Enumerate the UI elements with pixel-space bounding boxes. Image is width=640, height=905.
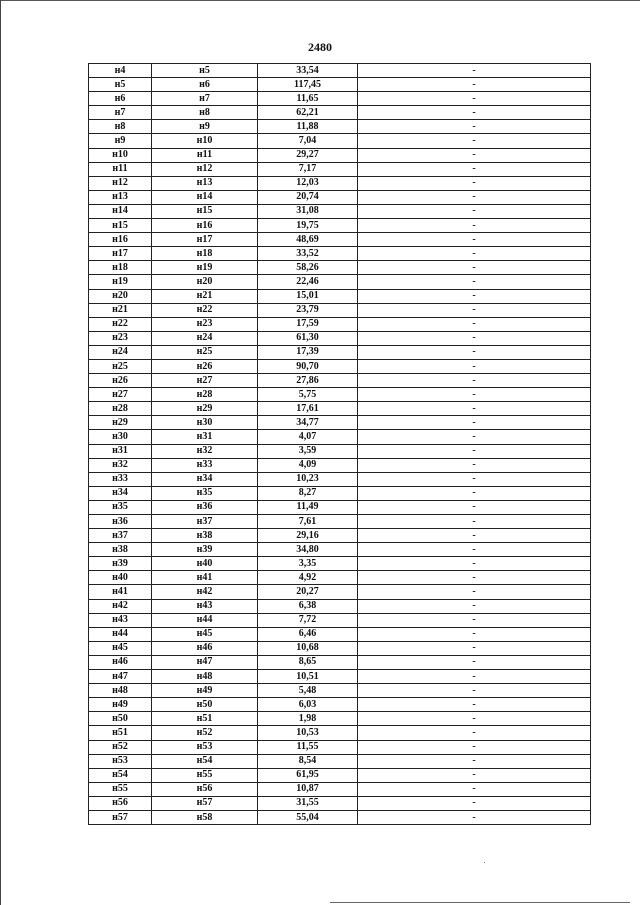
note-cell: -	[358, 698, 591, 712]
from-point-cell: н41	[89, 585, 152, 599]
to-point-cell: н40	[152, 557, 258, 571]
distance-cell: 20,74	[258, 190, 358, 204]
table-row	[89, 796, 591, 810]
table-row	[89, 78, 591, 92]
distance-cell: 6,46	[258, 627, 358, 641]
table-row	[89, 670, 591, 684]
to-point-cell: н29	[152, 402, 258, 416]
note-cell: -	[358, 416, 591, 430]
table-row	[89, 458, 591, 472]
from-point-cell: н26	[89, 374, 152, 388]
distance-cell: 10,68	[258, 641, 358, 655]
table-body	[89, 64, 591, 825]
note-cell: -	[358, 486, 591, 500]
to-point-cell: н36	[152, 500, 258, 514]
from-point-cell: н46	[89, 655, 152, 669]
from-point-cell: н29	[89, 416, 152, 430]
from-point-cell: н6	[89, 92, 152, 106]
coordinates-table	[88, 63, 591, 825]
distance-cell: 10,87	[258, 782, 358, 796]
from-point-cell: н31	[89, 444, 152, 458]
distance-cell: 117,45	[258, 78, 358, 92]
from-point-cell: н7	[89, 106, 152, 120]
from-point-cell: н8	[89, 120, 152, 134]
from-point-cell: н25	[89, 359, 152, 373]
from-point-cell: н32	[89, 458, 152, 472]
table-row	[89, 388, 591, 402]
table-row	[89, 585, 591, 599]
to-point-cell: н54	[152, 754, 258, 768]
note-cell: -	[358, 472, 591, 486]
distance-cell: 11,65	[258, 92, 358, 106]
distance-cell: 34,77	[258, 416, 358, 430]
from-point-cell: н38	[89, 543, 152, 557]
table-row	[89, 529, 591, 543]
note-cell: -	[358, 148, 591, 162]
from-point-cell: н48	[89, 684, 152, 698]
distance-cell: 10,51	[258, 670, 358, 684]
to-point-cell: н11	[152, 148, 258, 162]
note-cell: -	[358, 782, 591, 796]
note-cell: -	[358, 796, 591, 810]
from-point-cell: н4	[89, 64, 152, 78]
from-point-cell: н53	[89, 754, 152, 768]
distance-cell: 1,98	[258, 712, 358, 726]
from-point-cell: н27	[89, 388, 152, 402]
to-point-cell: н6	[152, 78, 258, 92]
table-row	[89, 430, 591, 444]
distance-cell: 90,70	[258, 359, 358, 373]
to-point-cell: н5	[152, 64, 258, 78]
distance-cell: 7,61	[258, 515, 358, 529]
to-point-cell: н39	[152, 543, 258, 557]
distance-cell: 15,01	[258, 289, 358, 303]
distance-cell: 10,53	[258, 726, 358, 740]
table-row	[89, 190, 591, 204]
from-point-cell: н16	[89, 233, 152, 247]
note-cell: -	[358, 78, 591, 92]
note-cell: -	[358, 500, 591, 514]
distance-cell: 4,07	[258, 430, 358, 444]
distance-cell: 48,69	[258, 233, 358, 247]
table-row	[89, 754, 591, 768]
distance-cell: 5,75	[258, 388, 358, 402]
table-row	[89, 655, 591, 669]
table-row	[89, 515, 591, 529]
table-row	[89, 345, 591, 359]
note-cell: -	[358, 317, 591, 331]
table-row	[89, 64, 591, 78]
to-point-cell: н10	[152, 134, 258, 148]
to-point-cell: н7	[152, 92, 258, 106]
to-point-cell: н49	[152, 684, 258, 698]
note-cell: -	[358, 655, 591, 669]
from-point-cell: н35	[89, 500, 152, 514]
from-point-cell: н57	[89, 810, 152, 824]
from-point-cell: н47	[89, 670, 152, 684]
table-row	[89, 768, 591, 782]
table-row	[89, 698, 591, 712]
table-row	[89, 162, 591, 176]
note-cell: -	[358, 670, 591, 684]
distance-cell: 29,27	[258, 148, 358, 162]
note-cell: -	[358, 726, 591, 740]
distance-cell: 33,54	[258, 64, 358, 78]
to-point-cell: н8	[152, 106, 258, 120]
from-point-cell: н21	[89, 303, 152, 317]
table-row	[89, 402, 591, 416]
distance-cell: 27,86	[258, 374, 358, 388]
table-row	[89, 472, 591, 486]
distance-cell: 31,55	[258, 796, 358, 810]
distance-cell: 55,04	[258, 810, 358, 824]
from-point-cell: н14	[89, 204, 152, 218]
from-point-cell: н33	[89, 472, 152, 486]
table-row	[89, 557, 591, 571]
note-cell: -	[358, 388, 591, 402]
table-row	[89, 444, 591, 458]
to-point-cell: н57	[152, 796, 258, 810]
to-point-cell: н37	[152, 515, 258, 529]
from-point-cell: н40	[89, 571, 152, 585]
to-point-cell: н58	[152, 810, 258, 824]
note-cell: -	[358, 599, 591, 613]
table-row	[89, 359, 591, 373]
table-row	[89, 219, 591, 233]
distance-cell: 29,16	[258, 529, 358, 543]
note-cell: -	[358, 529, 591, 543]
scan-speck	[484, 862, 485, 863]
distance-cell: 61,30	[258, 331, 358, 345]
note-cell: -	[358, 106, 591, 120]
distance-cell: 3,35	[258, 557, 358, 571]
to-point-cell: н19	[152, 261, 258, 275]
note-cell: -	[358, 684, 591, 698]
distance-cell: 33,52	[258, 247, 358, 261]
distance-cell: 11,88	[258, 120, 358, 134]
distance-cell: 6,38	[258, 599, 358, 613]
table-row	[89, 317, 591, 331]
table-row	[89, 92, 591, 106]
note-cell: -	[358, 557, 591, 571]
note-cell: -	[358, 289, 591, 303]
note-cell: -	[358, 233, 591, 247]
table-row	[89, 500, 591, 514]
to-point-cell: н43	[152, 599, 258, 613]
table-row	[89, 416, 591, 430]
distance-cell: 7,04	[258, 134, 358, 148]
table-row	[89, 684, 591, 698]
distance-cell: 8,54	[258, 754, 358, 768]
to-point-cell: н52	[152, 726, 258, 740]
from-point-cell: н19	[89, 275, 152, 289]
distance-cell: 23,79	[258, 303, 358, 317]
to-point-cell: н33	[152, 458, 258, 472]
note-cell: -	[358, 430, 591, 444]
note-cell: -	[358, 345, 591, 359]
note-cell: -	[358, 92, 591, 106]
distance-cell: 4,92	[258, 571, 358, 585]
from-point-cell: н28	[89, 402, 152, 416]
note-cell: -	[358, 204, 591, 218]
table-row	[89, 810, 591, 824]
distance-cell: 20,27	[258, 585, 358, 599]
table-row	[89, 331, 591, 345]
to-point-cell: н35	[152, 486, 258, 500]
table-row	[89, 148, 591, 162]
to-point-cell: н22	[152, 303, 258, 317]
from-point-cell: н24	[89, 345, 152, 359]
from-point-cell: н20	[89, 289, 152, 303]
note-cell: -	[358, 810, 591, 824]
to-point-cell: н27	[152, 374, 258, 388]
table-row	[89, 134, 591, 148]
to-point-cell: н9	[152, 120, 258, 134]
table-row	[89, 740, 591, 754]
from-point-cell: н17	[89, 247, 152, 261]
distance-cell: 17,61	[258, 402, 358, 416]
table-row	[89, 247, 591, 261]
distance-cell: 31,08	[258, 204, 358, 218]
from-point-cell: н54	[89, 768, 152, 782]
table-row	[89, 303, 591, 317]
from-point-cell: н12	[89, 176, 152, 190]
from-point-cell: н10	[89, 148, 152, 162]
note-cell: -	[358, 120, 591, 134]
table-row	[89, 486, 591, 500]
distance-cell: 10,23	[258, 472, 358, 486]
distance-cell: 17,39	[258, 345, 358, 359]
distance-cell: 61,95	[258, 768, 358, 782]
from-point-cell: н30	[89, 430, 152, 444]
table-row	[89, 233, 591, 247]
table-row	[89, 627, 591, 641]
from-point-cell: н49	[89, 698, 152, 712]
to-point-cell: н25	[152, 345, 258, 359]
note-cell: -	[358, 613, 591, 627]
from-point-cell: н52	[89, 740, 152, 754]
to-point-cell: н32	[152, 444, 258, 458]
note-cell: -	[358, 64, 591, 78]
table-row	[89, 641, 591, 655]
note-cell: -	[358, 134, 591, 148]
distance-cell: 34,80	[258, 543, 358, 557]
from-point-cell: н13	[89, 190, 152, 204]
to-point-cell: н30	[152, 416, 258, 430]
to-point-cell: н44	[152, 613, 258, 627]
scan-edge-left	[0, 0, 1, 905]
distance-cell: 11,49	[258, 500, 358, 514]
distance-cell: 62,21	[258, 106, 358, 120]
scan-edge-top	[0, 0, 640, 1]
to-point-cell: н38	[152, 529, 258, 543]
note-cell: -	[358, 543, 591, 557]
distance-cell: 17,59	[258, 317, 358, 331]
distance-cell: 58,26	[258, 261, 358, 275]
note-cell: -	[358, 585, 591, 599]
note-cell: -	[358, 247, 591, 261]
to-point-cell: н28	[152, 388, 258, 402]
scan-edge-bottom	[330, 902, 630, 903]
to-point-cell: н56	[152, 782, 258, 796]
to-point-cell: н13	[152, 176, 258, 190]
note-cell: -	[358, 768, 591, 782]
distance-cell: 19,75	[258, 219, 358, 233]
from-point-cell: н37	[89, 529, 152, 543]
note-cell: -	[358, 458, 591, 472]
table-row	[89, 120, 591, 134]
table-row	[89, 106, 591, 120]
from-point-cell: н42	[89, 599, 152, 613]
note-cell: -	[358, 515, 591, 529]
note-cell: -	[358, 219, 591, 233]
to-point-cell: н18	[152, 247, 258, 261]
to-point-cell: н17	[152, 233, 258, 247]
table-row	[89, 543, 591, 557]
from-point-cell: н39	[89, 557, 152, 571]
table-row	[89, 176, 591, 190]
distance-cell: 8,27	[258, 486, 358, 500]
to-point-cell: н46	[152, 641, 258, 655]
table-row	[89, 782, 591, 796]
to-point-cell: н31	[152, 430, 258, 444]
from-point-cell: н51	[89, 726, 152, 740]
note-cell: -	[358, 571, 591, 585]
from-point-cell: н36	[89, 515, 152, 529]
page-number: 2480	[308, 40, 332, 54]
distance-cell: 3,59	[258, 444, 358, 458]
note-cell: -	[358, 754, 591, 768]
note-cell: -	[358, 641, 591, 655]
to-point-cell: н47	[152, 655, 258, 669]
to-point-cell: н41	[152, 571, 258, 585]
note-cell: -	[358, 402, 591, 416]
distance-cell: 8,65	[258, 655, 358, 669]
to-point-cell: н34	[152, 472, 258, 486]
from-point-cell: н15	[89, 219, 152, 233]
note-cell: -	[358, 627, 591, 641]
note-cell: -	[358, 444, 591, 458]
table-row	[89, 599, 591, 613]
from-point-cell: н44	[89, 627, 152, 641]
to-point-cell: н42	[152, 585, 258, 599]
distance-cell: 12,03	[258, 176, 358, 190]
to-point-cell: н53	[152, 740, 258, 754]
table-row	[89, 571, 591, 585]
to-point-cell: н55	[152, 768, 258, 782]
note-cell: -	[358, 275, 591, 289]
note-cell: -	[358, 712, 591, 726]
to-point-cell: н45	[152, 627, 258, 641]
note-cell: -	[358, 303, 591, 317]
to-point-cell: н20	[152, 275, 258, 289]
distance-cell: 4,09	[258, 458, 358, 472]
table-row	[89, 726, 591, 740]
from-point-cell: н11	[89, 162, 152, 176]
from-point-cell: н56	[89, 796, 152, 810]
note-cell: -	[358, 261, 591, 275]
distance-cell: 6,03	[258, 698, 358, 712]
to-point-cell: н21	[152, 289, 258, 303]
table-row	[89, 289, 591, 303]
from-point-cell: н5	[89, 78, 152, 92]
note-cell: -	[358, 176, 591, 190]
to-point-cell: н51	[152, 712, 258, 726]
to-point-cell: н50	[152, 698, 258, 712]
distance-cell: 7,17	[258, 162, 358, 176]
table-row	[89, 712, 591, 726]
table-row	[89, 261, 591, 275]
note-cell: -	[358, 190, 591, 204]
from-point-cell: н43	[89, 613, 152, 627]
table-row	[89, 275, 591, 289]
note-cell: -	[358, 359, 591, 373]
from-point-cell: н23	[89, 331, 152, 345]
note-cell: -	[358, 374, 591, 388]
to-point-cell: н15	[152, 204, 258, 218]
to-point-cell: н23	[152, 317, 258, 331]
table-row	[89, 204, 591, 218]
to-point-cell: н24	[152, 331, 258, 345]
from-point-cell: н18	[89, 261, 152, 275]
note-cell: -	[358, 162, 591, 176]
to-point-cell: н14	[152, 190, 258, 204]
from-point-cell: н50	[89, 712, 152, 726]
distance-cell: 11,55	[258, 740, 358, 754]
to-point-cell: н48	[152, 670, 258, 684]
from-point-cell: н55	[89, 782, 152, 796]
distance-cell: 5,48	[258, 684, 358, 698]
from-point-cell: н34	[89, 486, 152, 500]
to-point-cell: н16	[152, 219, 258, 233]
table-row	[89, 613, 591, 627]
table-row	[89, 374, 591, 388]
from-point-cell: н22	[89, 317, 152, 331]
note-cell: -	[358, 331, 591, 345]
note-cell: -	[358, 740, 591, 754]
distance-cell: 22,46	[258, 275, 358, 289]
distance-cell: 7,72	[258, 613, 358, 627]
to-point-cell: н26	[152, 359, 258, 373]
to-point-cell: н12	[152, 162, 258, 176]
from-point-cell: н9	[89, 134, 152, 148]
from-point-cell: н45	[89, 641, 152, 655]
